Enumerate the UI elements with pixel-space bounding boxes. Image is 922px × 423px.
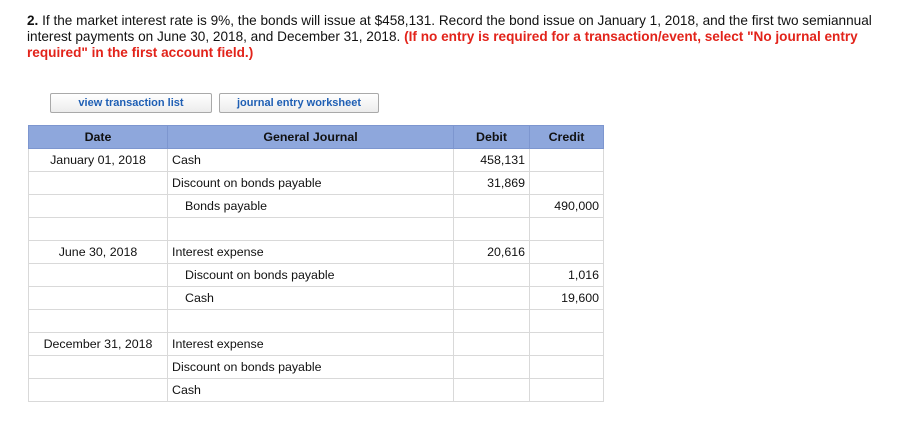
table-row — [29, 356, 604, 379]
account-cell — [168, 310, 454, 333]
debit-cell — [454, 310, 530, 333]
debit-cell: 31,869 — [454, 172, 530, 195]
credit-cell — [530, 241, 604, 264]
date-cell: December 31, 2018 — [29, 333, 168, 356]
credit-cell — [530, 333, 604, 356]
account-cell: Interest expense — [168, 241, 454, 264]
general-journal-table — [28, 125, 604, 402]
table-row — [29, 333, 604, 356]
credit-cell — [530, 356, 604, 379]
journal-entry-worksheet-button[interactable]: journal entry worksheet — [219, 93, 379, 113]
debit-cell — [454, 287, 530, 310]
credit-cell — [530, 149, 604, 172]
credit-cell — [530, 218, 604, 241]
question-number: 2. — [27, 13, 39, 28]
table-row — [29, 264, 604, 287]
header-debit: Debit — [454, 126, 530, 149]
debit-cell: 20,616 — [454, 241, 530, 264]
debit-cell — [454, 195, 530, 218]
date-cell — [29, 264, 168, 287]
account-cell: Discount on bonds payable — [168, 264, 454, 287]
table-row — [29, 195, 604, 218]
account-cell: Cash — [168, 287, 454, 310]
question-text — [27, 13, 907, 61]
date-cell — [29, 172, 168, 195]
table-row — [29, 149, 604, 172]
table-row — [29, 241, 604, 264]
date-cell — [29, 218, 168, 241]
debit-cell — [454, 379, 530, 402]
date-cell — [29, 310, 168, 333]
view-transaction-list-button[interactable]: view transaction list — [50, 93, 212, 113]
table-row — [29, 218, 604, 241]
account-cell — [168, 218, 454, 241]
account-cell: Cash — [168, 379, 454, 402]
account-cell: Discount on bonds payable — [168, 356, 454, 379]
table-header-row — [29, 126, 604, 149]
date-cell: June 30, 2018 — [29, 241, 168, 264]
table-row — [29, 310, 604, 333]
credit-cell — [530, 310, 604, 333]
debit-cell — [454, 218, 530, 241]
debit-cell — [454, 333, 530, 356]
credit-cell — [530, 172, 604, 195]
table-row — [29, 379, 604, 402]
account-cell: Discount on bonds payable — [168, 172, 454, 195]
date-cell — [29, 195, 168, 218]
debit-cell — [454, 356, 530, 379]
credit-cell: 19,600 — [530, 287, 604, 310]
account-cell: Interest expense — [168, 333, 454, 356]
header-general-journal: General Journal — [168, 126, 454, 149]
date-cell — [29, 356, 168, 379]
debit-cell — [454, 264, 530, 287]
header-credit: Credit — [530, 126, 604, 149]
table-row — [29, 287, 604, 310]
credit-cell: 1,016 — [530, 264, 604, 287]
header-date: Date — [29, 126, 168, 149]
date-cell: January 01, 2018 — [29, 149, 168, 172]
table-row — [29, 172, 604, 195]
account-cell: Cash — [168, 149, 454, 172]
date-cell — [29, 287, 168, 310]
date-cell — [29, 379, 168, 402]
question-instruction: (If no entry is required for a transaction/event, select "No journal entry required" in the first account field.) — [27, 29, 858, 60]
debit-cell: 458,131 — [454, 149, 530, 172]
account-cell: Bonds payable — [168, 195, 454, 218]
credit-cell — [530, 379, 604, 402]
credit-cell: 490,000 — [530, 195, 604, 218]
question-body: If the market interest rate is 9%, the bonds will issue at $458,131. Record the bond issue on January 1, 2018, and the first two semiannual interest payments on June 30, 2018, and December 31, 2018. — [27, 13, 872, 44]
